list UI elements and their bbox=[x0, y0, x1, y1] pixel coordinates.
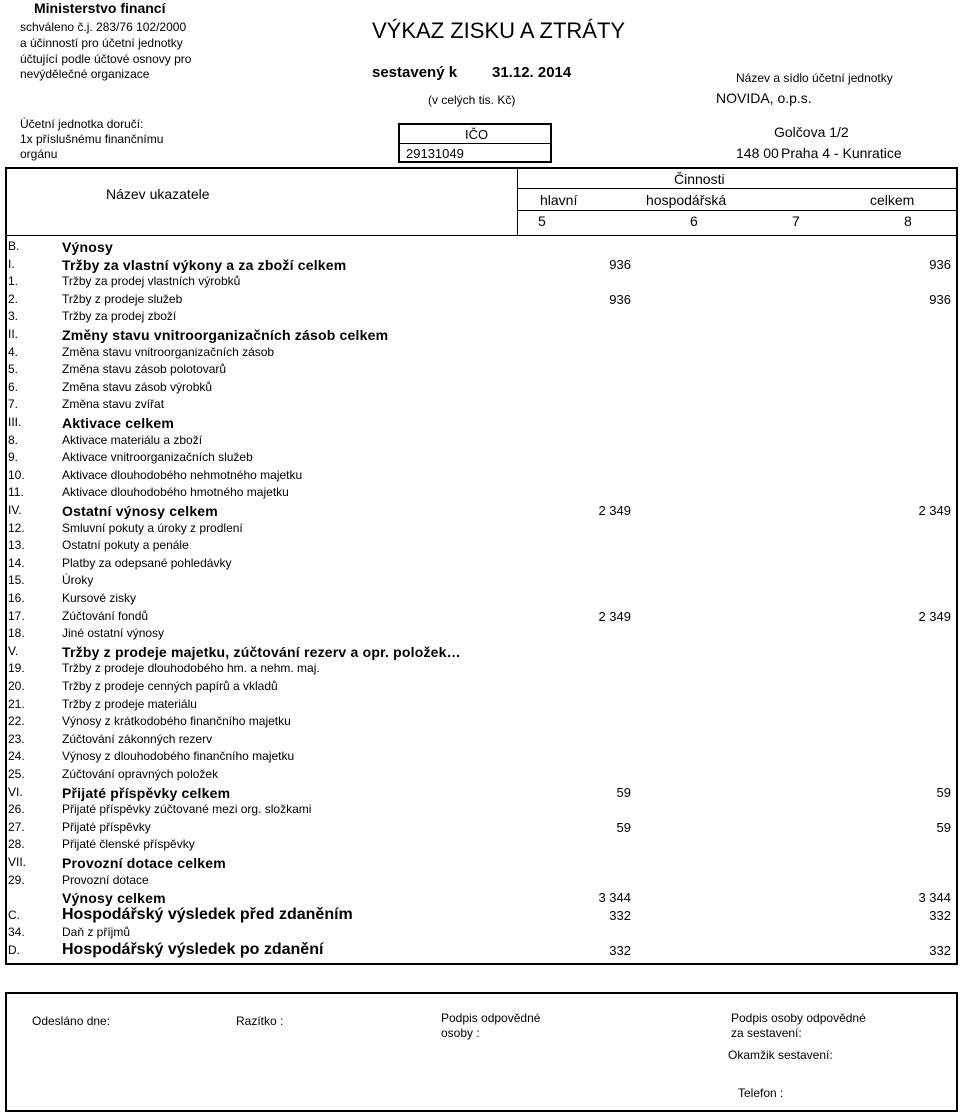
table-row bbox=[8, 450, 953, 467]
table-row bbox=[8, 749, 953, 766]
responsible-signature-label-1: Podpis odpovědné bbox=[441, 1011, 541, 1025]
row-label: Změna stavu zásob polotovarů bbox=[62, 362, 227, 377]
row-label: Aktivace celkem bbox=[62, 415, 174, 431]
row-number: 20. bbox=[8, 679, 25, 693]
row-number: D. bbox=[8, 943, 20, 957]
row-number: VII. bbox=[8, 855, 27, 869]
table-row bbox=[8, 468, 953, 485]
table-row bbox=[8, 697, 953, 714]
table-row bbox=[8, 626, 953, 643]
row-number: 2. bbox=[8, 291, 19, 306]
table-row bbox=[8, 890, 953, 907]
row-number: C. bbox=[8, 907, 20, 922]
column-number-8: 8 bbox=[904, 213, 912, 229]
approval-line-1: schváleno č.j. 283/76 102/2000 bbox=[20, 20, 187, 34]
row-number: 34. bbox=[8, 925, 25, 940]
main-activity-value: 2 349 bbox=[598, 503, 631, 518]
activities-divider bbox=[518, 188, 957, 189]
table-row bbox=[8, 309, 953, 326]
ico-value: 29131049 bbox=[406, 146, 464, 161]
row-label: Ostatní pokuty a penále bbox=[62, 538, 189, 553]
total-value: 59 bbox=[936, 784, 951, 800]
total-value: 59 bbox=[936, 819, 951, 835]
row-number: 10. bbox=[8, 467, 25, 482]
total-value: 936 bbox=[929, 291, 951, 307]
ico-label: IČO bbox=[465, 127, 489, 142]
row-number: B. bbox=[8, 239, 20, 253]
table-row bbox=[8, 943, 953, 960]
table-row bbox=[8, 397, 953, 414]
main-column-header: hlavní bbox=[540, 192, 578, 208]
delivers-line-2: 1x příslušnému finančnímu bbox=[20, 132, 164, 146]
main-activity-value: 59 bbox=[616, 819, 631, 835]
row-number: 16. bbox=[8, 591, 25, 605]
table-row bbox=[8, 538, 953, 555]
row-label: Provozní dotace bbox=[62, 872, 149, 887]
column-number-5: 5 bbox=[538, 213, 546, 229]
row-number: 12. bbox=[8, 520, 25, 535]
phone-label: Telefon : bbox=[738, 1086, 784, 1100]
delivers-line-1: Účetní jednotka doručí: bbox=[20, 117, 144, 131]
row-label: Tržby z prodeje majetku, zúčtování rezerv a opr. položek… bbox=[62, 643, 461, 660]
row-label: Tržby z prodeje cenných papírů a vkladů bbox=[62, 679, 278, 693]
approval-line-3: účtující podle účtové osnovy pro bbox=[20, 52, 192, 66]
row-number: IV. bbox=[8, 503, 22, 517]
total-value: 3 344 bbox=[918, 890, 951, 906]
entity-name: NOVIDA, o.p.s. bbox=[716, 90, 812, 106]
responsible-signature-label-2: osoby : bbox=[441, 1026, 480, 1040]
total-value: 332 bbox=[929, 943, 951, 958]
row-label: Přijaté příspěvky zúčtované mezi org. složkami bbox=[62, 802, 312, 817]
row-number: I. bbox=[8, 256, 15, 271]
table-row bbox=[8, 767, 953, 784]
ico-divider bbox=[399, 143, 551, 144]
stamp-label: Razítko : bbox=[236, 1014, 284, 1028]
row-number: 14. bbox=[8, 555, 25, 570]
row-number: 23. bbox=[8, 731, 25, 746]
row-label: Výnosy bbox=[62, 239, 113, 255]
table-row bbox=[8, 873, 953, 890]
delivers-line-3: orgánu bbox=[20, 147, 58, 161]
total-value: 332 bbox=[929, 907, 951, 923]
table-row bbox=[8, 679, 953, 696]
row-label: Daň z příjmů bbox=[62, 925, 131, 940]
row-label: Výnosy celkem bbox=[62, 890, 166, 907]
table-row bbox=[8, 855, 953, 872]
row-label: Přijaté členské příspěvky bbox=[62, 837, 195, 852]
table-row bbox=[8, 661, 953, 678]
table-row bbox=[8, 345, 953, 362]
table-row bbox=[8, 257, 953, 274]
main-activity-value: 936 bbox=[609, 256, 631, 272]
row-number: 26. bbox=[8, 802, 25, 817]
table-row bbox=[8, 714, 953, 731]
table-row bbox=[8, 573, 953, 590]
entity-postcode: 148 00 bbox=[736, 145, 779, 161]
table-row bbox=[8, 433, 953, 450]
row-number: 4. bbox=[8, 344, 19, 359]
row-number: 15. bbox=[8, 573, 25, 588]
approval-line-2: a účinností pro účetní jednotky bbox=[20, 36, 183, 50]
total-value: 2 349 bbox=[918, 608, 951, 624]
entity-label: Název a sídlo účetní jednotky bbox=[736, 71, 893, 85]
row-label: Tržby z prodeje dlouhodobého hm. a nehm. maj. bbox=[62, 661, 320, 676]
total-value: 936 bbox=[929, 256, 951, 272]
row-number: 6. bbox=[8, 379, 19, 394]
row-number: 21. bbox=[8, 696, 25, 711]
row-label: Změna stavu zásob výrobků bbox=[62, 379, 213, 394]
approval-line-4: nevýdělečné organizace bbox=[20, 67, 150, 81]
main-activity-value: 59 bbox=[616, 784, 631, 800]
table-row bbox=[8, 362, 953, 379]
table-row bbox=[8, 521, 953, 538]
compiler-signature-label-2: za sestavení: bbox=[731, 1026, 802, 1040]
row-label: Změna stavu zvířat bbox=[62, 397, 165, 412]
table-row bbox=[8, 925, 953, 942]
row-number: V. bbox=[8, 643, 19, 658]
row-number: 8. bbox=[8, 432, 19, 447]
name-column-header: Název ukazatele bbox=[106, 186, 210, 202]
row-label: Hospodářský výsledek po zdanění bbox=[62, 941, 324, 958]
row-number: 5. bbox=[8, 362, 19, 377]
row-number: 13. bbox=[8, 538, 25, 553]
row-label: Přijaté příspěvky celkem bbox=[62, 784, 231, 801]
header-name-divider bbox=[517, 168, 518, 235]
row-number: III. bbox=[8, 415, 22, 429]
row-label: Zúčtování fondů bbox=[62, 608, 149, 623]
row-label: Hospodářský výsledek před zdaněním bbox=[62, 905, 353, 923]
row-number: 25. bbox=[8, 767, 25, 781]
row-number: 11. bbox=[8, 485, 24, 500]
column-number-6: 6 bbox=[690, 213, 698, 229]
row-number: VI. bbox=[8, 784, 23, 799]
total-column-header: celkem bbox=[870, 192, 915, 208]
compiled-moment-label: Okamžik sestavení: bbox=[728, 1048, 833, 1062]
entity-street: Golčova 1/2 bbox=[774, 124, 849, 140]
row-label: Provozní dotace celkem bbox=[62, 855, 226, 871]
table-row bbox=[8, 609, 953, 626]
total-value: 2 349 bbox=[918, 503, 951, 518]
main-activity-value: 3 344 bbox=[598, 890, 631, 906]
compiled-date: 31.12. 2014 bbox=[492, 64, 572, 81]
row-label: Tržby za vlastní výkony a za zboží celkem bbox=[62, 256, 347, 273]
table-header-divider bbox=[6, 235, 957, 236]
row-label: Tržby za prodej zboží bbox=[62, 309, 177, 324]
table-row bbox=[8, 415, 953, 432]
table-row bbox=[8, 274, 953, 291]
row-number: 29. bbox=[8, 872, 25, 887]
row-label: Tržby z prodeje materiálu bbox=[62, 696, 197, 711]
table-row bbox=[8, 327, 953, 344]
row-label: Výnosy z krátkodobého finančního majetku bbox=[62, 714, 291, 729]
table-row bbox=[8, 380, 953, 397]
main-activity-value: 332 bbox=[609, 943, 631, 958]
main-activity-value: 2 349 bbox=[598, 608, 631, 624]
table-row bbox=[8, 292, 953, 309]
row-label: Výnosy z dlouhodobého finančního majetku bbox=[62, 749, 295, 764]
table-row bbox=[8, 820, 953, 837]
column-number-7: 7 bbox=[792, 213, 800, 229]
table-row bbox=[8, 591, 953, 608]
row-label: Přijaté příspěvky bbox=[62, 819, 151, 834]
table-row bbox=[8, 503, 953, 520]
activities-header: Činnosti bbox=[674, 171, 725, 187]
row-number: 28. bbox=[8, 837, 25, 852]
row-number: 27. bbox=[8, 819, 25, 834]
row-label: Tržby z prodeje služeb bbox=[62, 291, 183, 306]
entity-city: Praha 4 - Kunratice bbox=[781, 145, 902, 161]
compiler-signature-label-1: Podpis osoby odpovědné bbox=[731, 1011, 866, 1025]
row-label: Tržby za prodej vlastních výrobků bbox=[62, 274, 241, 289]
units-note: (v celých tis. Kč) bbox=[428, 93, 516, 107]
row-number: 9. bbox=[8, 450, 19, 465]
row-number: 17. bbox=[8, 608, 25, 623]
table-row bbox=[8, 837, 953, 854]
ministry-name: Ministerstvo financí bbox=[34, 0, 166, 16]
row-label: Aktivace vnitroorganizačních služeb bbox=[62, 450, 253, 465]
compiled-label: sestavený k bbox=[372, 64, 458, 81]
table-row bbox=[8, 802, 953, 819]
row-number: II. bbox=[8, 327, 19, 341]
row-label: Platby za odepsané pohledávky bbox=[62, 555, 232, 570]
row-number: 24. bbox=[8, 749, 25, 764]
sent-date-label: Odesláno dne: bbox=[32, 1014, 111, 1028]
row-label: Kursové zisky bbox=[62, 591, 137, 605]
table-row bbox=[8, 785, 953, 802]
economic-column-header: hospodářská bbox=[646, 192, 727, 208]
row-label: Úroky bbox=[62, 573, 94, 588]
main-activity-value: 936 bbox=[609, 291, 631, 307]
colnum-divider bbox=[518, 210, 957, 211]
row-number: 18. bbox=[8, 626, 25, 641]
row-number: 1. bbox=[8, 274, 19, 289]
table-row bbox=[8, 644, 953, 661]
row-label: Změny stavu vnitroorganizačních zásob celkem bbox=[62, 327, 389, 343]
row-label: Ostatní výnosy celkem bbox=[62, 503, 218, 519]
row-number: 3. bbox=[8, 309, 19, 324]
row-number: 19. bbox=[8, 661, 25, 676]
row-label: Zúčtování zákonných rezerv bbox=[62, 731, 213, 746]
table-row bbox=[8, 732, 953, 749]
table-row bbox=[8, 485, 953, 502]
main-activity-value: 332 bbox=[609, 907, 631, 923]
table-row bbox=[8, 905, 953, 925]
row-label: Jiné ostatní výnosy bbox=[62, 626, 165, 641]
row-label: Aktivace dlouhodobého hmotného majetku bbox=[62, 485, 289, 500]
report-title: VÝKAZ ZISKU A ZTRÁTY bbox=[372, 18, 626, 43]
row-number: 22. bbox=[8, 714, 25, 729]
table-row bbox=[8, 239, 953, 256]
row-label: Aktivace materiálu a zboží bbox=[62, 432, 203, 447]
row-number: 7. bbox=[8, 397, 19, 412]
row-label: Změna stavu vnitroorganizačních zásob bbox=[62, 344, 275, 359]
row-label: Aktivace dlouhodobého nehmotného majetku bbox=[62, 467, 303, 482]
table-row bbox=[8, 556, 953, 573]
row-label: Smluvní pokuty a úroky z prodlení bbox=[62, 520, 243, 535]
row-label: Zúčtování opravných položek bbox=[62, 767, 219, 781]
